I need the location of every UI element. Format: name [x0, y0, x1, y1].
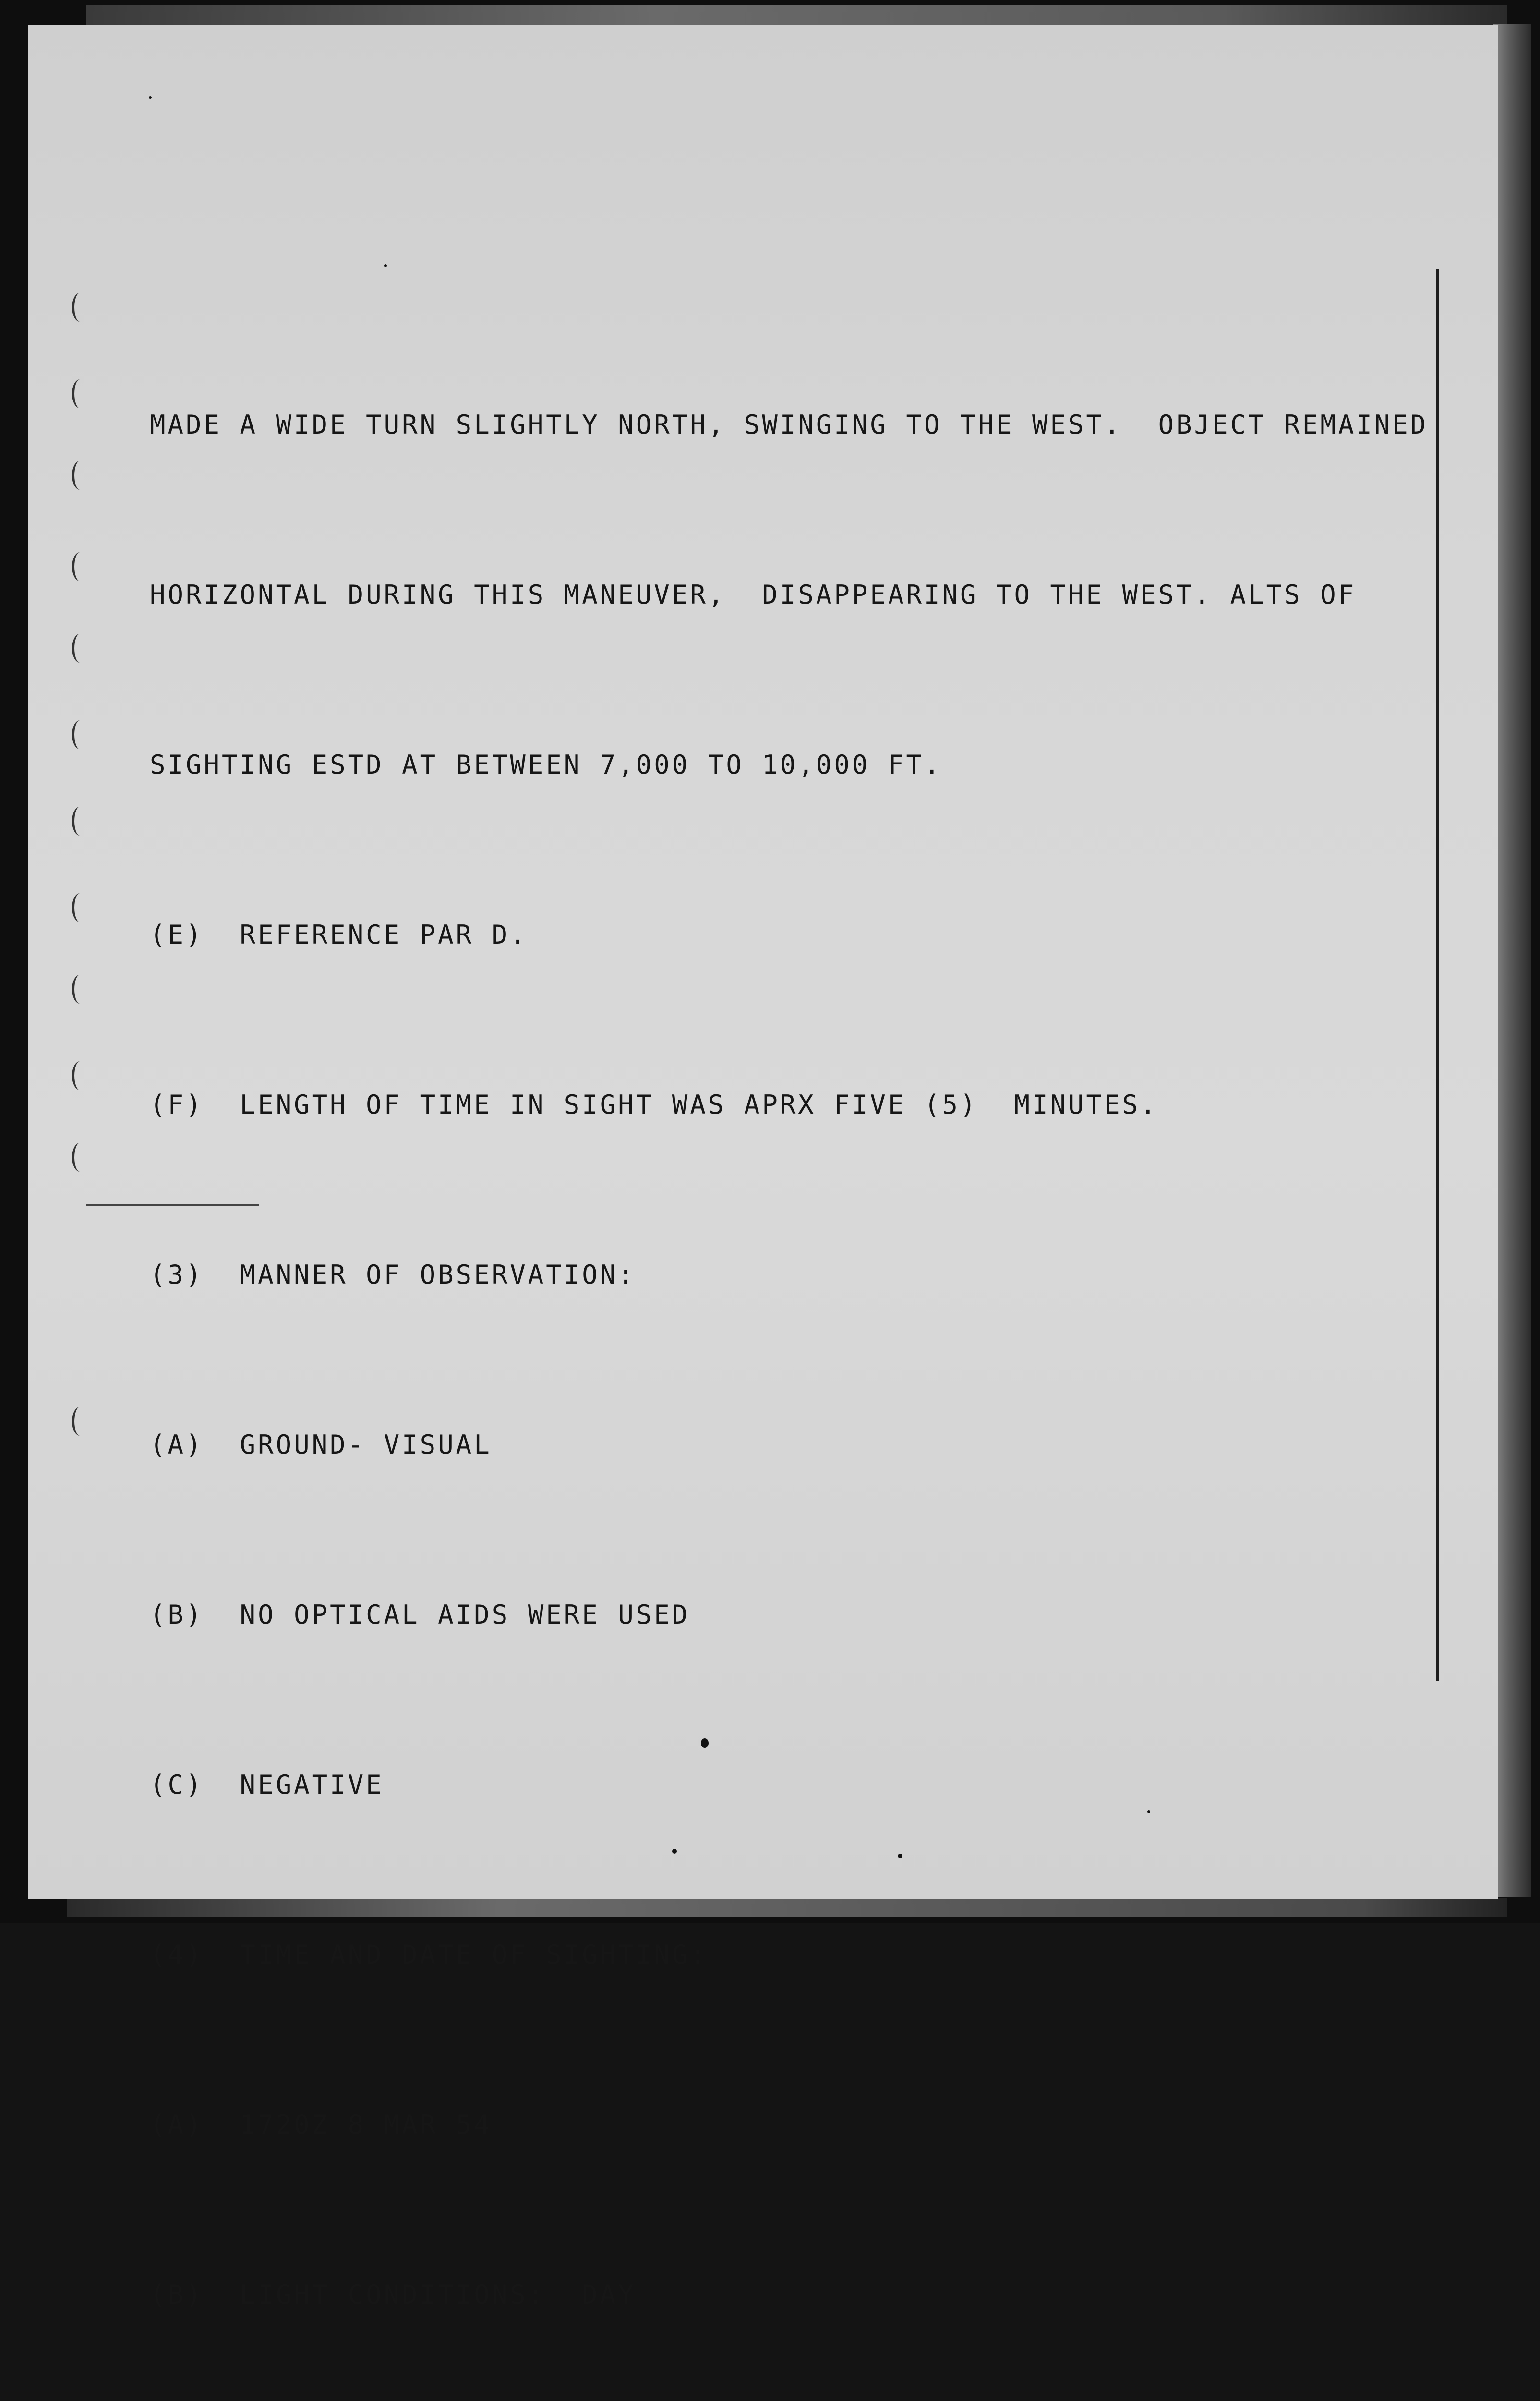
right-margin-rule: [1436, 269, 1439, 1681]
scan-top-edge: [86, 5, 1507, 28]
text-line: (A) 1720Z 8 MAR 54: [150, 2110, 492, 2140]
text-line: MADE A WIDE TURN SLIGHTLY NORTH, SWINGING TO THE WEST. OBJECT REMAINED: [150, 410, 1429, 440]
text-line: (4) TIME AND DATE OF SIGHTING:: [150, 1940, 708, 1970]
text-line: SIGHTING ESTD AT BETWEEN 7,000 TO 10,000 FT.: [150, 750, 942, 780]
margin-bracket-mark: [72, 461, 88, 490]
margin-bracket-mark: [72, 720, 88, 749]
margin-bracket-mark: [72, 1143, 88, 1172]
text-line: (C) NEGATIVE: [150, 1770, 384, 1800]
margin-bracket-mark: [72, 893, 88, 922]
document-body: [150, 283, 1436, 2401]
scan-right-edge: [1493, 24, 1531, 1897]
margin-bracket-mark: [72, 293, 88, 322]
margin-bracket-mark: [72, 1407, 88, 1436]
margin-bracket-mark: [72, 1061, 88, 1090]
margin-bracket-mark: [72, 379, 88, 408]
margin-bracket-mark: [72, 634, 88, 663]
scan-speck: [149, 96, 152, 99]
margin-bracket-mark: [72, 552, 88, 581]
text-line: (E) REFERENCE PAR D.: [150, 920, 528, 950]
margin-bracket-mark: [72, 807, 88, 836]
scan-speck: [384, 264, 387, 267]
text-line: HORIZONTAL DURING THIS MANEUVER, DISAPPEARING TO THE WEST. ALTS OF: [150, 580, 1357, 610]
text-line: (3) MANNER OF OBSERVATION:: [150, 1260, 636, 1290]
text-line: (A) GROUND- VISUAL: [150, 1430, 492, 1460]
margin-bracket-mark: [72, 975, 88, 1004]
text-line: (B) LIGHT CONDITIONS: DAY: [150, 2280, 636, 2310]
text-line: (F) LENGTH OF TIME IN SIGHT WAS APRX FIVE (5) MINUTES.: [150, 1090, 1158, 1120]
text-line: (B) NO OPTICAL AIDS WERE USED: [150, 1600, 690, 1630]
